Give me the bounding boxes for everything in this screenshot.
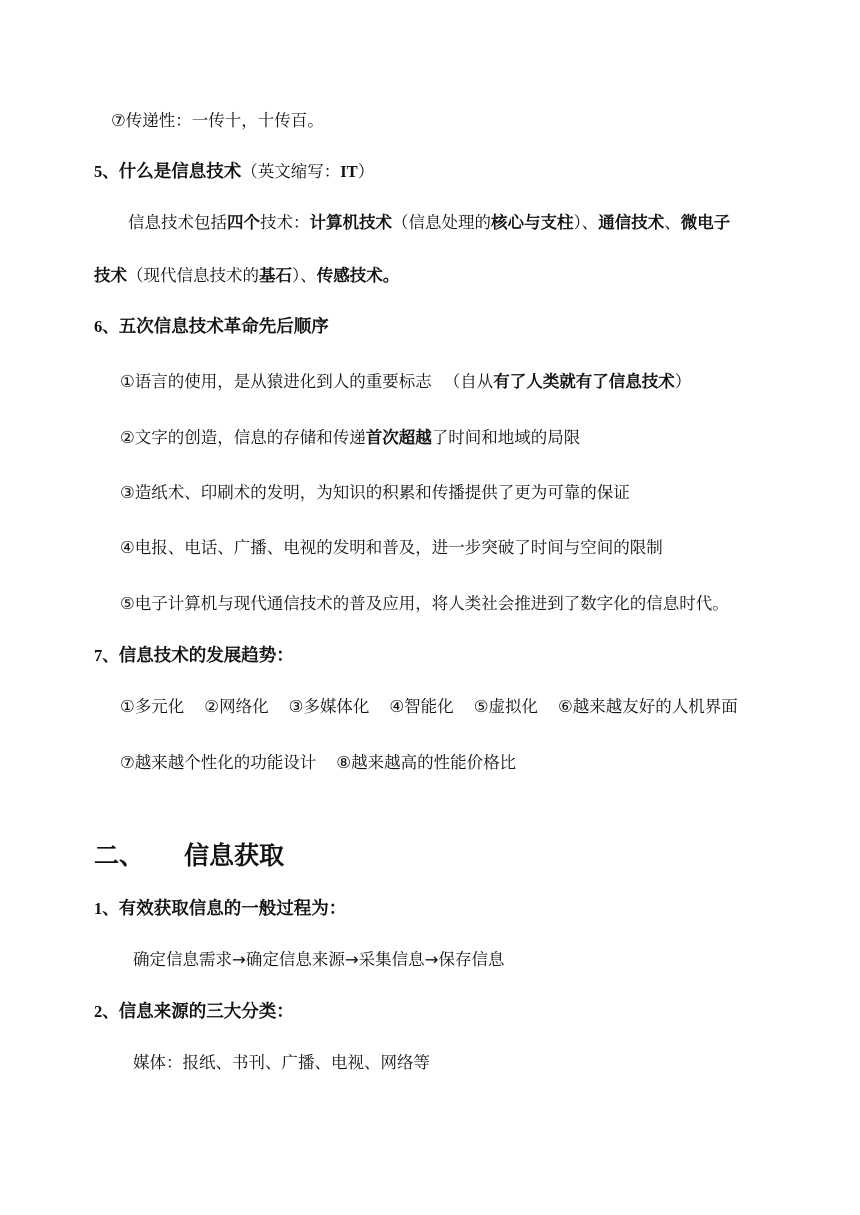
chapter-title: 信息获取 [184, 841, 285, 870]
source-line: 媒体：报纸、书刊、广播、电视、网络等 [133, 1053, 430, 1072]
trend-item: ②网络化 [204, 697, 269, 716]
heading-5 [94, 161, 374, 183]
trend-item: ⑤虚拟化 [473, 697, 538, 716]
trend-item: ⑧越来越高的性能价格比 [336, 753, 517, 772]
trends-line-2 [120, 752, 516, 774]
trend-item: ①多元化 [120, 697, 185, 716]
revolution-item-2: ②文字的创造，信息的存储和传递首次超越了时间和地域的局限 [120, 428, 581, 447]
trend-item: ④智能化 [389, 697, 454, 716]
heading-paren-open: （英文缩写： [241, 162, 341, 181]
heading-c2-1 [94, 898, 346, 920]
paragraph-5-line-1: 信息技术包括四个技术：计算机技术（信息处理的核心与支柱）、通信技术、微电子 [128, 213, 731, 232]
chapter-number: 二、 [94, 841, 145, 870]
heading-number: 5、 [94, 162, 119, 181]
process-line: 确定信息需求→确定信息来源→采集信息→保存信息 [133, 950, 505, 969]
heading-title: 有效获取信息的一般过程为： [118, 899, 347, 919]
heading-number: 6、 [94, 317, 119, 336]
revolution-item-4: ④电报、电话、广播、电视的发明和普及，进一步突破了时间与空间的限制 [120, 538, 663, 557]
heading-number: 2、 [94, 1002, 119, 1021]
heading-title: 信息技术的发展趋势： [118, 646, 294, 666]
revolution-item-5: ⑤电子计算机与现代通信技术的普及应用，将人类社会推进到了数字化的信息时代。 [120, 594, 729, 613]
trend-item: ③多媒体化 [288, 697, 370, 716]
heading-6 [94, 316, 329, 338]
revolution-item-3: ③造纸术、印刷术的发明，为知识的积累和传播提供了更为可靠的保证 [120, 483, 630, 502]
heading-c2-2 [94, 1001, 294, 1023]
heading-number: 1、 [94, 899, 119, 918]
trend-item: ⑥越来越友好的人机界面 [557, 697, 738, 716]
trends-line-1 [120, 696, 738, 718]
chapter-heading-2 [94, 840, 284, 872]
heading-number: 7、 [94, 646, 119, 665]
heading-abbr: IT [340, 162, 358, 181]
heading-title: 五次信息技术革命先后顺序 [118, 317, 329, 337]
trend-item: ⑦越来越个性化的功能设计 [120, 753, 317, 772]
heading-paren-close: ） [357, 162, 375, 181]
heading-title: 什么是信息技术 [118, 162, 242, 182]
heading-7 [94, 645, 294, 667]
paragraph-5-line-2: 技术（现代信息技术的基石）、传感技术。 [94, 266, 400, 285]
heading-title: 信息来源的三大分类： [118, 1002, 294, 1022]
property-item-7: ⑦传递性：一传十，十传百。 [111, 111, 324, 130]
revolution-item-1: ①语言的使用，是从猿进化到人的重要标志 （自从有了人类就有了信息技术） [120, 372, 692, 391]
